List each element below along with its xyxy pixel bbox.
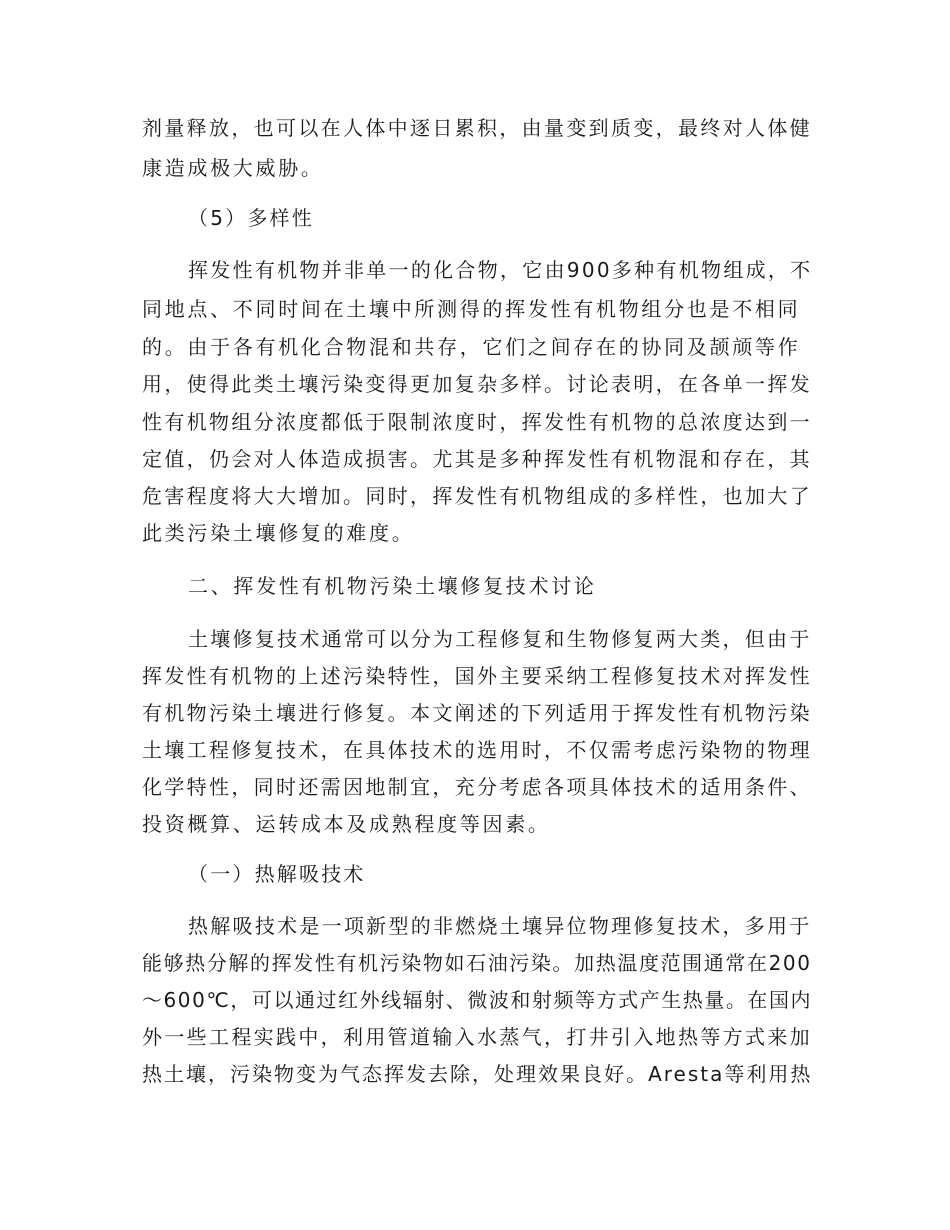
paragraph-line: 外一些工程实践中，利用管道输入水蒸气，打井引入地热等方式来加 bbox=[142, 1025, 812, 1049]
paragraph-line: 能够热分解的挥发性有机污染物如石油污染。加热温度范围通常在200 bbox=[142, 951, 812, 975]
paragraph-line: 土壤工程修复技术，在具体技术的选用时，不仅需考虑污染物的物理 bbox=[142, 738, 812, 762]
paragraph-line: 同地点、不同时间在土壤中所测得的挥发性有机物组分也是不相同 bbox=[142, 297, 801, 321]
paragraph-line: 有机物污染土壤进行修复。本文阐述的下列适用于挥发性有机物污染 bbox=[142, 701, 812, 725]
paragraph-line: 挥发性有机物的上述污染特性，国外主要采纳工程修复技术对挥发性 bbox=[142, 664, 812, 688]
paragraph-line: 用，使得此类土壤污染变得更加复杂多样。讨论表明，在各单一挥发 bbox=[142, 372, 812, 396]
paragraph-line: 土壤修复技术通常可以分为工程修复和生物修复两大类，但由于 bbox=[188, 627, 812, 651]
paragraph-line: 的。由于各有机化合物混和共存，它们之间存在的协同及颉颃等作 bbox=[142, 335, 801, 359]
paragraph-line: 康造成极大威胁。 bbox=[142, 156, 324, 180]
paragraph-line: 热土壤，污染物变为气态挥发去除，处理效果良好。Aresta等利用热 bbox=[142, 1062, 813, 1086]
paragraph-line: 此类污染土壤修复的难度。 bbox=[142, 521, 415, 545]
paragraph-line: 挥发性有机物并非单一的化合物，它由900多种有机物组成，不 bbox=[188, 258, 813, 282]
section-heading-thermal-desorption: （一）热解吸技术 bbox=[188, 862, 366, 886]
paragraph-line: 投资概算、运转成本及成熟程度等因素。 bbox=[142, 812, 551, 836]
paragraph-line: 性有机物组分浓度都低于限制浓度时，挥发性有机物的总浓度达到一 bbox=[142, 410, 812, 434]
paragraph-line: ～600℃，可以通过红外线辐射、微波和射频等方式产生热量。在国内 bbox=[142, 988, 813, 1012]
paragraph-line: 化学特性，同时还需因地制宜，充分考虑各项具体技术的适用条件、 bbox=[142, 775, 812, 799]
section-heading-diversity: （5）多样性 bbox=[188, 206, 314, 230]
paragraph-line: 热解吸技术是一项新型的非燃烧土壤异位物理修复技术，多用于 bbox=[188, 914, 812, 938]
paragraph-line: 定值，仍会对人体造成损害。尤其是多种挥发性有机物混和存在，其 bbox=[142, 447, 812, 471]
section-heading-remediation: 二、挥发性有机物污染土壤修复技术讨论 bbox=[188, 574, 597, 598]
paragraph-line: 危害程度将大大增加。同时，挥发性有机物组成的多样性，也加大了 bbox=[142, 484, 812, 508]
paragraph-line: 剂量释放，也可以在人体中逐日累积，由量变到质变，最终对人体健 bbox=[142, 116, 812, 140]
